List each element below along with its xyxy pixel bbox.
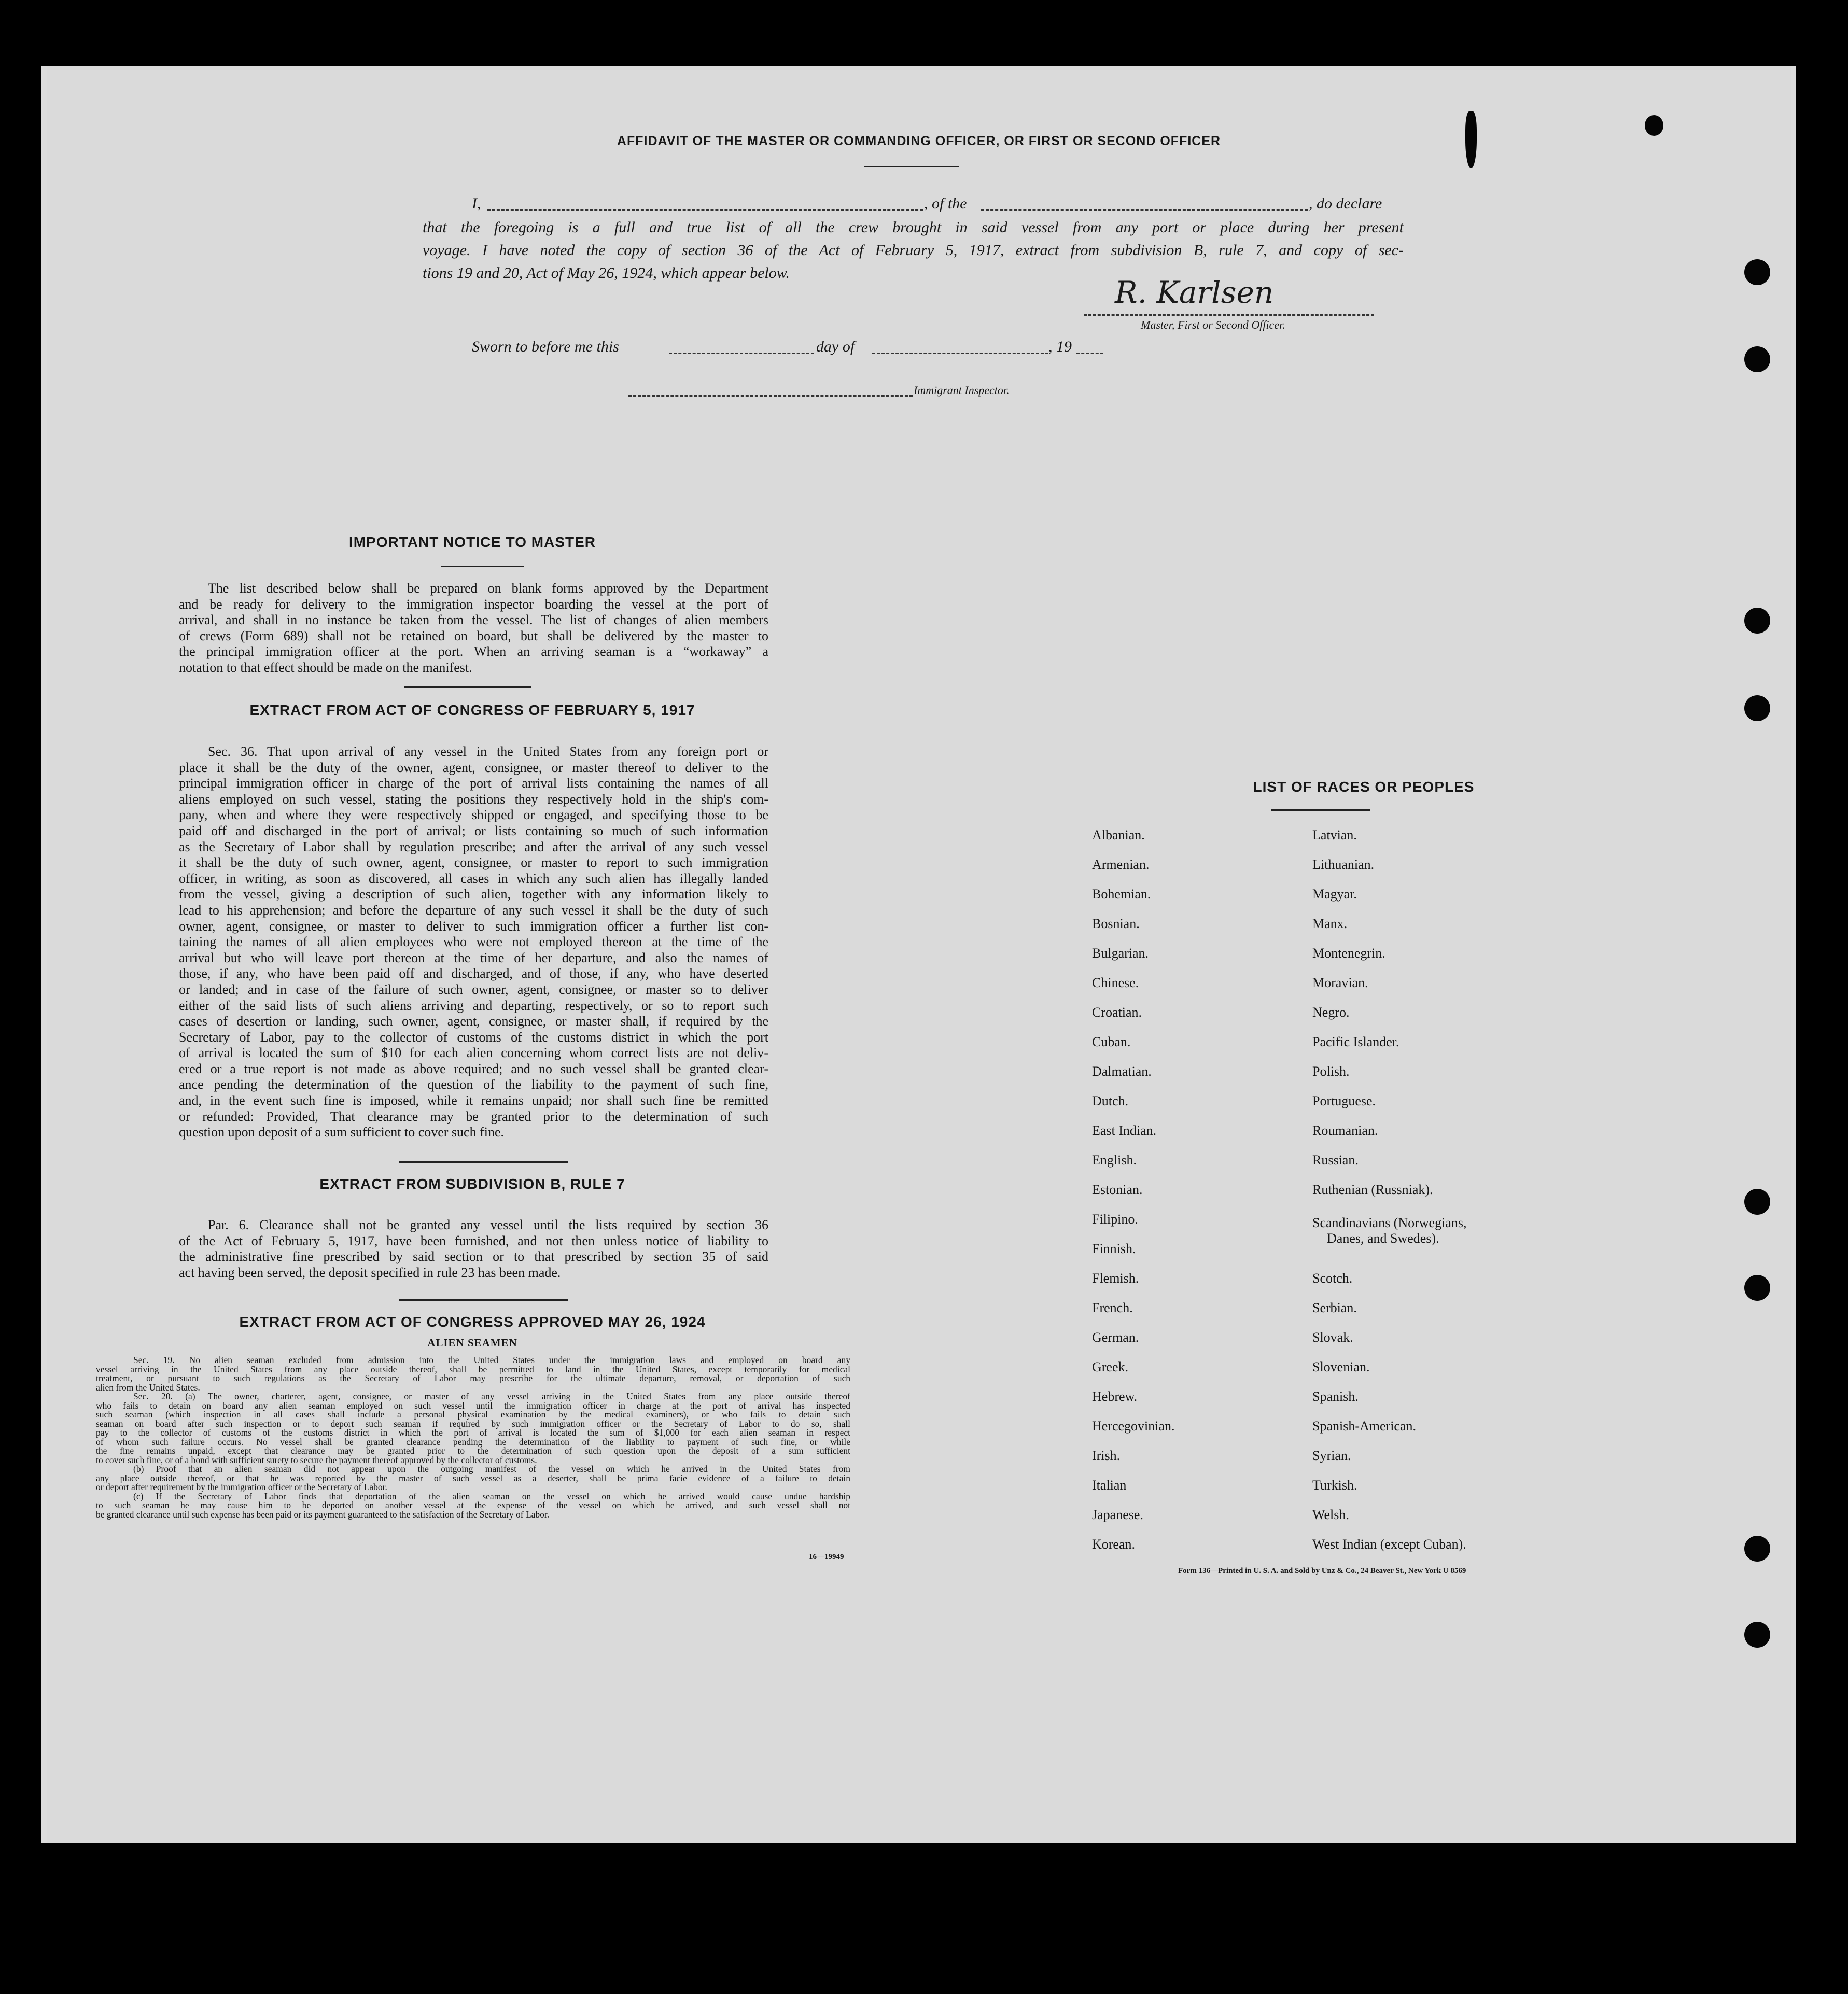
race-item: Russian. bbox=[1312, 1153, 1359, 1168]
race-item: Finnish. bbox=[1092, 1241, 1136, 1256]
race-item: East Indian. bbox=[1092, 1123, 1157, 1138]
act-1924-line: be granted clearance until such expense has been paid or its payment guaranteed to the satisfaction of the Secretary of Labor. bbox=[96, 1509, 550, 1520]
race-item: Bulgarian. bbox=[1092, 946, 1149, 961]
day-of-label: day of bbox=[816, 338, 855, 355]
rule-7-line: the administrative fine prescribed by said section or to that prescribed by section 35 of said bbox=[179, 1249, 768, 1265]
binder-hole-icon bbox=[1744, 1275, 1770, 1301]
act-1917-line: either of the said lists of such aliens arriving and departing, respectively, or so to report such bbox=[179, 998, 768, 1013]
affidavit-line-3: voyage. I have noted the copy of section 36 of the Act of February 5, 1917, extract from subdivision B, rule 7, and copy of sec- bbox=[423, 242, 1404, 259]
act-1924-line: the fine remains unpaid, except that clearance may be granted prior to the determination of such question upon the deposit of a sum sufficient bbox=[96, 1445, 850, 1456]
act-1924-line: of whom such failure occurs. No vessel shall be granted clearance pending the determination of the liability to payment of such fine, or while bbox=[96, 1436, 850, 1447]
notice-line: the principal immigration officer at the port. When an arriving seaman is a “workaway” a bbox=[179, 644, 768, 659]
act-1924-line: alien from the United States. bbox=[96, 1382, 200, 1393]
act-1924-line: any place outside thereof, or that he was reported by the master of such vessel as a deserter, shall be prima facie evidence of a failure to detain bbox=[96, 1472, 850, 1483]
officer-name-field[interactable] bbox=[487, 209, 923, 211]
rule-7-text bbox=[179, 1217, 768, 1281]
ink-spot-icon bbox=[1645, 115, 1663, 136]
act-1924-title: EXTRACT FROM ACT OF CONGRESS APPROVED MAY 26, 1924 bbox=[239, 1314, 706, 1330]
race-item: Filipino. bbox=[1092, 1212, 1138, 1227]
act-1917-line: or refunded: Provided, That clearance may be granted prior to the determination of such bbox=[179, 1108, 768, 1124]
race-item: Syrian. bbox=[1312, 1448, 1351, 1463]
printer-credit: Form 136—Printed in U. S. A. and Sold by Unz & Co., 24 Beaver St., New York U 8569 bbox=[1178, 1567, 1466, 1575]
act-1924-line: vessel arriving in the United States from any place outside thereof, shall be permitted to land in the United States, except temporarily for medical bbox=[96, 1364, 850, 1374]
act-1917-line: as the Secretary of Labor shall by regulation prescribe; and after the arrival of any such vessel bbox=[179, 839, 768, 854]
affidavit-line-4: tions 19 and 20, Act of May 26, 1924, which appear below. bbox=[423, 264, 790, 282]
race-item: Japanese. bbox=[1092, 1507, 1143, 1522]
race-item: West Indian (except Cuban). bbox=[1312, 1537, 1466, 1552]
act-1917-line: those, if any, who have been paid off and discharged, and of those, if any, who have deserted bbox=[179, 966, 768, 981]
race-item: Slovak. bbox=[1312, 1330, 1353, 1345]
divider bbox=[441, 566, 524, 567]
act-1924-subtitle: ALIEN SEAMEN bbox=[427, 1337, 517, 1349]
affidavit-line-2: that the foregoing is a full and true list of all the crew brought in said vessel from any port or place during her present bbox=[423, 219, 1404, 236]
races-title: LIST OF RACES OR PEOPLES bbox=[1253, 779, 1475, 795]
race-item: Spanish-American. bbox=[1312, 1419, 1417, 1434]
race-item: Estonian. bbox=[1092, 1182, 1143, 1197]
inspector-signature-field[interactable] bbox=[628, 395, 913, 397]
act-1917-line: aliens employed on such vessel, stating the positions they respectively hold in the ship's com- bbox=[179, 791, 768, 807]
binder-hole-icon bbox=[1744, 608, 1770, 634]
race-item: French. bbox=[1092, 1300, 1133, 1315]
act-1917-line: paid off and discharged in the port of arrival; or lists containing so much of such information bbox=[179, 823, 768, 838]
act-1917-line: owner, agent, consignee, or master to deliver to such immigration officer a further list con- bbox=[179, 918, 768, 934]
binder-hole-icon bbox=[1744, 259, 1770, 285]
notice-line: The list described below shall be prepared on blank forms approved by the Department bbox=[208, 581, 768, 596]
divider bbox=[864, 166, 959, 167]
race-item: Welsh. bbox=[1312, 1507, 1349, 1522]
race-item: Lithuanian. bbox=[1312, 857, 1375, 872]
act-1924-line: (c) If the Secretary of Labor finds that deportation of the alien seaman on the vessel on which he arrived would cause undue hardship bbox=[133, 1491, 850, 1501]
sworn-label: Sworn to before me this bbox=[472, 338, 619, 355]
divider bbox=[404, 686, 531, 688]
notice-line: notation to that effect should be made on the manifest. bbox=[179, 659, 472, 675]
act-1917-line: it shall be the duty of such owner, agent, consignee, or master to report to such immigration bbox=[179, 855, 768, 870]
race-item: Albanian. bbox=[1092, 827, 1145, 842]
act-1917-line: arrival but who will leave port thereon at the time of her departure, and also the names of bbox=[179, 950, 768, 965]
race-item: Ruthenian (Russniak). bbox=[1312, 1182, 1433, 1197]
act-1917-line: of arrival is located the sum of $10 for each alien concerning whom correct lists are not deliv- bbox=[179, 1045, 768, 1061]
rule-7-title: EXTRACT FROM SUBDIVISION B, RULE 7 bbox=[319, 1176, 625, 1192]
race-item: Dutch. bbox=[1092, 1093, 1129, 1108]
race-item: Armenian. bbox=[1092, 857, 1150, 872]
affidavit-i-label: I, bbox=[472, 195, 481, 212]
race-item: Croatian. bbox=[1092, 1005, 1142, 1020]
rule-7-line: Par. 6. Clearance shall not be granted any vessel until the lists required by section 36 bbox=[208, 1217, 768, 1232]
page-edge-right bbox=[1791, 66, 1796, 1843]
act-1924-line: seaman on board after such inspection or to deport such seaman if required by such immigration officer or the Secretary of Labor to do so, shall bbox=[96, 1418, 850, 1429]
act-1924-line: to cover such fine, or of a bond with sufficient surety to secure the payment thereof approved by the collector of customs. bbox=[96, 1454, 537, 1465]
master-signature: R. Karlsen bbox=[1115, 275, 1274, 310]
race-item: Cuban. bbox=[1092, 1034, 1131, 1049]
race-item: English. bbox=[1092, 1153, 1137, 1168]
year-label: , 19 bbox=[1048, 338, 1072, 355]
race-item: Manx. bbox=[1312, 916, 1348, 931]
inspector-label: Immigrant Inspector. bbox=[914, 384, 1010, 397]
binder-hole-icon bbox=[1744, 346, 1770, 372]
race-item: Pacific Islander. bbox=[1312, 1034, 1399, 1049]
notice-line: arrival, and shall in no instance be taken from the vessel. The list of changes of alien members bbox=[179, 612, 768, 628]
act-1924-line: to such seaman he may cause him to be deported on another vessel at the expense of the vessel on which he arrived, and such vessel shall not bbox=[96, 1500, 850, 1510]
act-1917-line: Sec. 36. That upon arrival of any vessel in the United States from any foreign port or bbox=[208, 744, 768, 759]
race-item: Dalmatian. bbox=[1092, 1064, 1152, 1079]
act-1917-line: officer, in writing, as soon as discovered, all cases in which any such alien has illegally landed bbox=[179, 870, 768, 886]
race-item: Spanish. bbox=[1312, 1389, 1359, 1404]
race-item: Greek. bbox=[1092, 1359, 1129, 1374]
race-item: German. bbox=[1092, 1330, 1139, 1345]
act-1917-title: EXTRACT FROM ACT OF CONGRESS OF FEBRUARY 5, 1917 bbox=[249, 702, 695, 718]
divider bbox=[399, 1161, 568, 1163]
act-1917-line: from the vessel, giving a description of such alien, together with any information likely to bbox=[179, 887, 768, 902]
act-1924-line: Sec. 19. No alien seaman excluded from admission into the United States under the immigration laws and employed on board any bbox=[133, 1355, 850, 1365]
divider bbox=[399, 1299, 568, 1301]
act-1917-line: taining the names of all alien employees who were not employed thereon at the time of the bbox=[179, 934, 768, 950]
act-1917-line: or landed; and in case of the failure of such owner, agent, consignee, or master so to deliver bbox=[179, 981, 768, 997]
signature-line bbox=[1084, 314, 1374, 316]
binder-hole-icon bbox=[1744, 1536, 1770, 1562]
act-1917-line: cases of desertion or landing, such owner, agent, consignee, or master shall, if required by the bbox=[179, 1014, 768, 1029]
act-1924-line: Sec. 20. (a) The owner, charterer, agent, consignee, or master of any vessel arriving in the United States from any place outside thereof bbox=[133, 1391, 850, 1401]
race-item: Chinese. bbox=[1092, 975, 1139, 990]
act-1917-text bbox=[179, 744, 768, 1141]
race-item: Serbian. bbox=[1312, 1300, 1357, 1315]
act-1924-line: pay to the collector of customs of the customs district in which the port of arrival is located the sum of $1,000 for each alien seaman in respect bbox=[96, 1427, 850, 1438]
rule-7-line: act having been served, the deposit specified in rule 23 has been made. bbox=[179, 1265, 561, 1280]
race-item: Bosnian. bbox=[1092, 916, 1140, 931]
act-1924-text bbox=[96, 1356, 850, 1519]
race-item: Scotch. bbox=[1312, 1271, 1353, 1286]
race-item: Scandinavians (Norwegians, bbox=[1312, 1215, 1467, 1230]
act-1917-line: pany, when and where they were respectively shipped or engaged, and specifying those to be bbox=[179, 807, 768, 823]
race-item: Latvian. bbox=[1312, 827, 1357, 842]
notice-line: and be ready for delivery to the immigration inspector boarding the vessel at the port of bbox=[179, 596, 768, 612]
act-1917-line: and, in the event such fine is imposed, while it remains unpaid; nor shall such fine be remitted bbox=[179, 1093, 768, 1108]
act-1924-line: such seaman (which inspection in all cases shall include a personal physical examination by the medical examiners), or who fails to detain such bbox=[96, 1409, 850, 1420]
race-item: Flemish. bbox=[1092, 1271, 1139, 1286]
form-code: 16—19949 bbox=[809, 1553, 844, 1561]
vessel-name-field[interactable] bbox=[981, 209, 1308, 211]
race-item: Irish. bbox=[1092, 1448, 1121, 1463]
race-item: Portuguese. bbox=[1312, 1093, 1376, 1108]
affidavit-declare-label: , do declare bbox=[1309, 195, 1382, 212]
page-edge-left bbox=[41, 66, 47, 1843]
affidavit-title: AFFIDAVIT OF THE MASTER OR COMMANDING OFFICER, OR FIRST OR SECOND OFFICER bbox=[617, 134, 1221, 148]
race-item: Danes, and Swedes). bbox=[1327, 1231, 1439, 1246]
sworn-year-field[interactable] bbox=[1076, 353, 1103, 354]
notice-title: IMPORTANT NOTICE TO MASTER bbox=[348, 534, 596, 550]
race-item: Polish. bbox=[1312, 1064, 1350, 1079]
act-1917-line: Secretary of Labor, pay to the collector of customs of the customs district in which the port bbox=[179, 1029, 768, 1045]
race-item: Hebrew. bbox=[1092, 1389, 1138, 1404]
binder-hole-icon bbox=[1744, 695, 1770, 721]
binder-hole-icon bbox=[1744, 1189, 1770, 1215]
act-1917-line: place it shall be the duty of the owner, agent, consignee, or master thereof to deliver to the bbox=[179, 760, 768, 775]
race-item: Hercegovinian. bbox=[1092, 1419, 1175, 1434]
act-1917-line: principal immigration officer in charge of the port of arrival lists containing the names of all bbox=[179, 776, 768, 791]
race-item: Italian bbox=[1092, 1478, 1127, 1493]
notice-line: of crews (Form 689) shall not be retained on board, but shall be delivered by the master to bbox=[179, 628, 768, 643]
act-1924-line: treatment, or pursuant to such regulations as the Secretary of Labor may prescribe for the ultimate departure, removal, or deportation of such bbox=[96, 1373, 850, 1383]
act-1917-line: lead to his apprehension; and before the departure of any such vessel it shall be the duty of such bbox=[179, 902, 768, 918]
race-item: Korean. bbox=[1092, 1537, 1136, 1552]
act-1924-line: or deport after requirement by the immigration officer or the Secretary of Labor. bbox=[96, 1482, 387, 1492]
act-1924-line: (b) Proof that an alien seaman did not appear upon the outgoing manifest of the vessel on which he arrived in the United States from bbox=[133, 1464, 850, 1474]
notice-text bbox=[179, 581, 768, 676]
race-item: Moravian. bbox=[1312, 975, 1368, 990]
race-item: Bohemian. bbox=[1092, 887, 1151, 902]
race-item: Negro. bbox=[1312, 1005, 1350, 1020]
race-item: Montenegrin. bbox=[1312, 946, 1385, 961]
rule-7-line: of the Act of February 5, 1917, have been furnished, and not then unless notice of liability to bbox=[179, 1233, 768, 1248]
binder-hole-icon bbox=[1744, 1622, 1770, 1648]
act-1924-line: who fails to detain on board any alien seaman employed on such vessel until the immigration officer in charge at the port of arrival has inspected bbox=[96, 1400, 850, 1411]
divider bbox=[1271, 809, 1370, 811]
sworn-month-field[interactable] bbox=[872, 353, 1048, 354]
affidavit-of-the-label: , of the bbox=[924, 195, 967, 212]
race-item: Magyar. bbox=[1312, 887, 1357, 902]
act-1917-line: ered or a true report is not made as above required; and no such vessel shall be granted clear- bbox=[179, 1061, 768, 1076]
master-label: Master, First or Second Officer. bbox=[1141, 318, 1285, 331]
race-item: Turkish. bbox=[1312, 1478, 1357, 1493]
race-item: Roumanian. bbox=[1312, 1123, 1378, 1138]
act-1917-line: ance pending the determination of the question of the liability to the payment of such fine, bbox=[179, 1077, 768, 1092]
act-1917-line: question upon deposit of a sum sufficient to cover such fine. bbox=[179, 1125, 505, 1140]
sworn-day-field[interactable] bbox=[669, 353, 814, 354]
race-item: Slovenian. bbox=[1312, 1359, 1370, 1374]
